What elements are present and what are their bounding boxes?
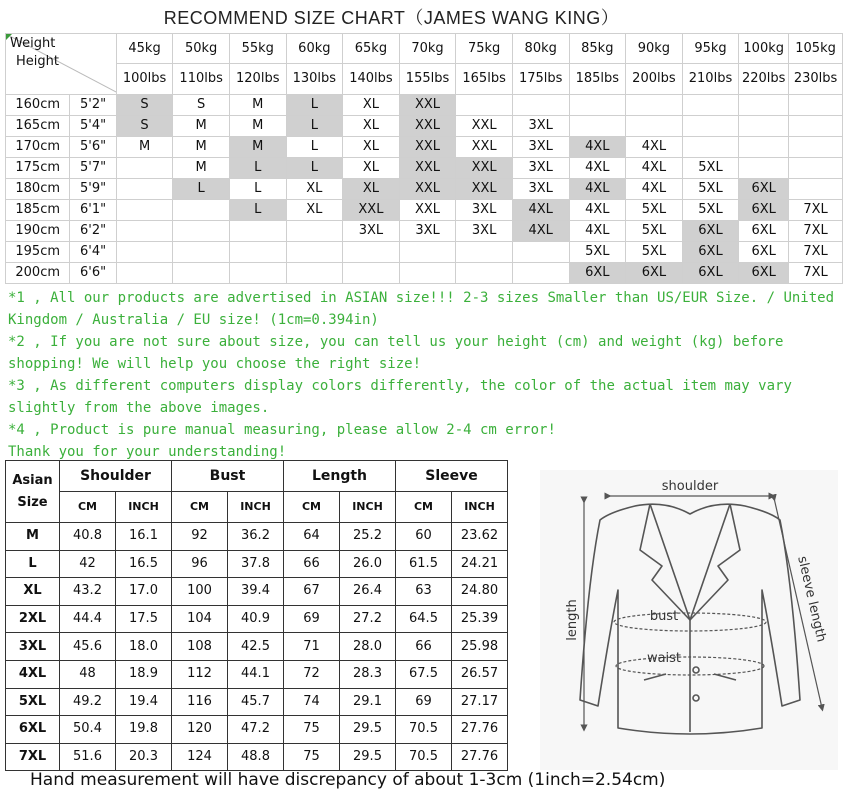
size-cell: 5XL [682, 179, 739, 200]
weight-kg-header: 55kg [229, 34, 286, 64]
size-cell: 4XL [569, 137, 626, 158]
measurement-value-cell: 40.8 [60, 523, 116, 551]
size-cell: 3XL [456, 200, 513, 221]
size-cell: 5XL [626, 242, 683, 263]
height-cm-cell: 175cm [6, 158, 70, 179]
size-cell: 3XL [456, 221, 513, 242]
size-cell: 4XL [626, 158, 683, 179]
jacket-diagram [540, 470, 838, 770]
measurement-value-cell: 74 [284, 688, 340, 716]
measurement-value-cell: 25.39 [452, 605, 508, 633]
size-cell: 6XL [739, 263, 789, 284]
size-cell [343, 242, 400, 263]
size-cell: 3XL [343, 221, 400, 242]
note-4: *4 , Product is pure manual measuring, please allow 2-4 cm error! [8, 422, 556, 438]
weight-lbs-header: 210lbs [682, 64, 739, 95]
size-cell: L [173, 179, 230, 200]
size-cell: 3XL [512, 116, 569, 137]
height-ft-cell: 6'6" [70, 263, 116, 284]
footer-note: Hand measurement will have discrepancy of about 1-3cm (1inch=2.54cm) [30, 770, 666, 790]
size-cell: 4XL [569, 200, 626, 221]
notes-section [8, 287, 838, 463]
size-cell [399, 263, 456, 284]
measurement-value-cell: 64 [284, 523, 340, 551]
measurement-value-cell: 49.2 [60, 688, 116, 716]
jacket-outline-icon [540, 470, 838, 770]
size-cell [512, 95, 569, 116]
size-cell [173, 200, 230, 221]
asian-size-label-line1: Asian [12, 472, 53, 488]
measurement-value-cell: 92 [172, 523, 228, 551]
height-ft-cell: 6'1" [70, 200, 116, 221]
size-cell: XXL [399, 200, 456, 221]
measurement-value-cell: 112 [172, 660, 228, 688]
asian-size-header [6, 461, 60, 523]
measurement-value-cell: 27.76 [452, 743, 508, 771]
size-cell [343, 263, 400, 284]
measurement-value-cell: 64.5 [396, 605, 452, 633]
size-cell: XXL [456, 179, 513, 200]
measurement-value-cell: 26.0 [340, 550, 396, 578]
size-cell: XL [343, 137, 400, 158]
height-cm-cell: 190cm [6, 221, 70, 242]
measurement-value-cell: 26.4 [340, 578, 396, 606]
measurement-value-cell: 44.1 [228, 660, 284, 688]
measurement-value-cell: 23.62 [452, 523, 508, 551]
size-cell: 6XL [682, 221, 739, 242]
note-2: *2 , If you are not sure about size, you can tell us your height (cm) and weight (kg) before shopping! We will help you choose the right size! [8, 334, 784, 372]
size-cell: XXL [399, 137, 456, 158]
size-cell: XL [343, 158, 400, 179]
size-cell: XL [286, 200, 343, 221]
measurement-row [6, 688, 508, 716]
size-cell [739, 95, 789, 116]
measurement-value-cell: 20.3 [116, 743, 172, 771]
weight-kg-header: 60kg [286, 34, 343, 64]
size-cell [456, 263, 513, 284]
size-chart-row [6, 137, 843, 158]
size-cell: 6XL [739, 200, 789, 221]
size-cell: M [173, 137, 230, 158]
asian-size-cell: 4XL [6, 660, 60, 688]
measurement-row [6, 550, 508, 578]
sleeve-cm-header: CM [396, 492, 452, 523]
size-cell: L [286, 158, 343, 179]
size-cell: 4XL [512, 200, 569, 221]
size-cell [682, 116, 739, 137]
size-cell [626, 116, 683, 137]
size-cell: 4XL [569, 179, 626, 200]
size-cell: L [229, 200, 286, 221]
weight-lbs-header: 130lbs [286, 64, 343, 95]
size-cell: M [229, 137, 286, 158]
height-ft-cell: 5'7" [70, 158, 116, 179]
size-cell [739, 158, 789, 179]
measurement-value-cell: 116 [172, 688, 228, 716]
size-cell [512, 263, 569, 284]
measurement-value-cell: 24.21 [452, 550, 508, 578]
measurement-value-cell: 50.4 [60, 716, 116, 744]
height-cm-cell: 160cm [6, 95, 70, 116]
shoulder-label: shoulder [661, 479, 719, 494]
size-cell: 4XL [569, 221, 626, 242]
size-cell: L [286, 137, 343, 158]
size-cell: XL [343, 116, 400, 137]
asian-size-cell: L [6, 550, 60, 578]
size-cell: M [229, 95, 286, 116]
measurement-row [6, 633, 508, 661]
measurement-value-cell: 17.5 [116, 605, 172, 633]
bust-inch-header: INCH [228, 492, 284, 523]
sleeve-inch-header: INCH [452, 492, 508, 523]
measurement-value-cell: 24.80 [452, 578, 508, 606]
size-chart-row [6, 263, 843, 284]
size-cell: XXL [399, 95, 456, 116]
measurement-value-cell: 124 [172, 743, 228, 771]
measurement-value-cell: 45.7 [228, 688, 284, 716]
measurement-value-cell: 17.0 [116, 578, 172, 606]
measurement-value-cell: 29.5 [340, 743, 396, 771]
size-cell: 7XL [789, 242, 843, 263]
size-cell [229, 221, 286, 242]
measurement-row [6, 523, 508, 551]
size-cell: XXL [399, 158, 456, 179]
bust-label: bust [649, 609, 679, 624]
size-cell: XXL [456, 137, 513, 158]
height-ft-cell: 5'2" [70, 95, 116, 116]
weight-kg-header: 75kg [456, 34, 513, 64]
measurement-unit-header [6, 492, 508, 523]
size-cell: 7XL [789, 221, 843, 242]
measurement-value-cell: 75 [284, 716, 340, 744]
asian-size-cell: 7XL [6, 743, 60, 771]
height-cm-cell: 180cm [6, 179, 70, 200]
size-cell: XXL [456, 158, 513, 179]
weight-lbs-header: 175lbs [512, 64, 569, 95]
weight-kg-header: 90kg [626, 34, 683, 64]
measurement-value-cell: 66 [396, 633, 452, 661]
weight-lbs-header: 120lbs [229, 64, 286, 95]
length-header: Length [284, 461, 396, 492]
weight-lbs-header: 220lbs [739, 64, 789, 95]
height-cm-cell: 165cm [6, 116, 70, 137]
size-cell [116, 242, 173, 263]
size-cell [286, 242, 343, 263]
size-cell: L [286, 95, 343, 116]
height-cm-cell: 200cm [6, 263, 70, 284]
asian-size-cell: 3XL [6, 633, 60, 661]
measurement-value-cell: 100 [172, 578, 228, 606]
size-cell: 6XL [739, 221, 789, 242]
weight-kg-header: 65kg [343, 34, 400, 64]
length-label: length [565, 599, 580, 641]
measurement-value-cell: 69 [396, 688, 452, 716]
asian-size-cell: M [6, 523, 60, 551]
height-cm-cell: 195cm [6, 242, 70, 263]
length-cm-header: CM [284, 492, 340, 523]
size-cell [286, 263, 343, 284]
height-cm-cell: 185cm [6, 200, 70, 221]
measurement-value-cell: 29.1 [340, 688, 396, 716]
height-ft-cell: 5'6" [70, 137, 116, 158]
weight-kg-header: 70kg [399, 34, 456, 64]
size-cell: 6XL [739, 242, 789, 263]
size-cell [399, 242, 456, 263]
weight-kg-header: 80kg [512, 34, 569, 64]
measurement-value-cell: 27.76 [452, 716, 508, 744]
measurement-value-cell: 61.5 [396, 550, 452, 578]
size-cell: M [116, 137, 173, 158]
size-cell [789, 95, 843, 116]
measurement-value-cell: 19.8 [116, 716, 172, 744]
weight-lbs-header: 100lbs [116, 64, 173, 95]
size-cell [116, 263, 173, 284]
measurement-value-cell: 37.8 [228, 550, 284, 578]
size-cell [173, 263, 230, 284]
size-cell: 4XL [626, 179, 683, 200]
size-cell: 4XL [569, 158, 626, 179]
height-ft-cell: 6'4" [70, 242, 116, 263]
measurement-row [6, 578, 508, 606]
size-cell [789, 137, 843, 158]
size-cell [682, 137, 739, 158]
weight-label: Weight [10, 36, 56, 51]
measurement-value-cell: 25.2 [340, 523, 396, 551]
size-cell: XXL [399, 179, 456, 200]
height-ft-cell: 5'4" [70, 116, 116, 137]
size-cell [789, 158, 843, 179]
measurement-value-cell: 44.4 [60, 605, 116, 633]
size-chart-row [6, 179, 843, 200]
measurement-value-cell: 40.9 [228, 605, 284, 633]
waist-label: waist [646, 651, 682, 666]
size-cell: 6XL [682, 242, 739, 263]
size-cell [116, 179, 173, 200]
measurement-value-cell: 42 [60, 550, 116, 578]
asian-size-cell: XL [6, 578, 60, 606]
height-cm-cell: 170cm [6, 137, 70, 158]
size-cell: L [229, 179, 286, 200]
height-ft-cell: 6'2" [70, 221, 116, 242]
size-cell [229, 263, 286, 284]
size-cell: L [229, 158, 286, 179]
size-chart-row [6, 95, 843, 116]
sleeve-length-label: sleeve length [794, 554, 829, 644]
measurement-value-cell: 36.2 [228, 523, 284, 551]
weight-kg-header: 100kg [739, 34, 789, 64]
size-cell: 5XL [626, 200, 683, 221]
bust-header: Bust [172, 461, 284, 492]
measurement-value-cell: 27.17 [452, 688, 508, 716]
size-cell: 5XL [682, 200, 739, 221]
weight-lbs-header: 110lbs [173, 64, 230, 95]
size-cell [789, 116, 843, 137]
measurement-value-cell: 63 [396, 578, 452, 606]
measurement-table [5, 460, 508, 771]
measurement-value-cell: 42.5 [228, 633, 284, 661]
size-cell [626, 95, 683, 116]
size-cell [286, 221, 343, 242]
measurement-value-cell: 28.0 [340, 633, 396, 661]
size-cell [173, 221, 230, 242]
measurement-value-cell: 69 [284, 605, 340, 633]
measurement-value-cell: 16.1 [116, 523, 172, 551]
weight-lbs-header: 185lbs [569, 64, 626, 95]
measurement-value-cell: 27.2 [340, 605, 396, 633]
weight-lbs-header: 165lbs [456, 64, 513, 95]
size-chart-row [6, 200, 843, 221]
size-chart-row [6, 116, 843, 137]
bust-cm-header: CM [172, 492, 228, 523]
size-cell: XL [286, 179, 343, 200]
weight-kg-row [6, 34, 843, 64]
size-cell [569, 95, 626, 116]
size-cell: XXL [456, 116, 513, 137]
size-cell: M [173, 116, 230, 137]
size-cell: 6XL [626, 263, 683, 284]
size-cell: 5XL [626, 221, 683, 242]
measurement-value-cell: 16.5 [116, 550, 172, 578]
size-cell [116, 200, 173, 221]
asian-size-cell: 5XL [6, 688, 60, 716]
size-cell: 3XL [399, 221, 456, 242]
weight-kg-header: 85kg [569, 34, 626, 64]
size-cell: 5XL [682, 158, 739, 179]
size-cell: M [173, 158, 230, 179]
size-cell: 4XL [626, 137, 683, 158]
size-cell [456, 95, 513, 116]
shoulder-cm-header: CM [60, 492, 116, 523]
shoulder-inch-header: INCH [116, 492, 172, 523]
measurement-value-cell: 51.6 [60, 743, 116, 771]
weight-lbs-row [6, 64, 843, 95]
measurement-value-cell: 104 [172, 605, 228, 633]
asian-size-cell: 2XL [6, 605, 60, 633]
measurement-value-cell: 45.6 [60, 633, 116, 661]
size-cell [739, 137, 789, 158]
measurement-value-cell: 120 [172, 716, 228, 744]
measurement-row [6, 605, 508, 633]
size-cell: 3XL [512, 179, 569, 200]
weight-kg-header: 105kg [789, 34, 843, 64]
measurement-value-cell: 19.4 [116, 688, 172, 716]
size-cell [739, 116, 789, 137]
size-cell: 3XL [512, 158, 569, 179]
measurement-value-cell: 29.5 [340, 716, 396, 744]
size-cell: 5XL [569, 242, 626, 263]
size-cell [229, 242, 286, 263]
weight-kg-header: 95kg [682, 34, 739, 64]
measurement-group-header [6, 461, 508, 492]
size-chart-row [6, 221, 843, 242]
size-cell: M [229, 116, 286, 137]
weight-lbs-header: 155lbs [399, 64, 456, 95]
size-cell: 6XL [682, 263, 739, 284]
size-cell: XL [343, 179, 400, 200]
size-cell: 6XL [739, 179, 789, 200]
note-thanks: Thank you for your understanding! [8, 444, 287, 460]
size-cell: XXL [399, 116, 456, 137]
size-cell [456, 242, 513, 263]
size-cell: XXL [343, 200, 400, 221]
size-cell: 3XL [512, 137, 569, 158]
size-cell [173, 242, 230, 263]
note-3: *3 , As different computers display colors differently, the color of the actual item may vary slightly from the above images. [8, 378, 792, 416]
measurement-value-cell: 72 [284, 660, 340, 688]
shoulder-header: Shoulder [60, 461, 172, 492]
size-cell [116, 221, 173, 242]
asian-size-label-line2: Size [17, 494, 48, 510]
measurement-value-cell: 96 [172, 550, 228, 578]
weight-kg-header: 50kg [173, 34, 230, 64]
measurement-value-cell: 18.0 [116, 633, 172, 661]
measurement-value-cell: 60 [396, 523, 452, 551]
size-cell: 6XL [569, 263, 626, 284]
sleeve-header: Sleeve [396, 461, 508, 492]
weight-kg-header: 45kg [116, 34, 173, 64]
measurement-value-cell: 39.4 [228, 578, 284, 606]
measurement-value-cell: 28.3 [340, 660, 396, 688]
measurement-value-cell: 43.2 [60, 578, 116, 606]
size-cell [512, 242, 569, 263]
measurement-row [6, 660, 508, 688]
measurement-value-cell: 48 [60, 660, 116, 688]
size-cell [569, 116, 626, 137]
measurement-row [6, 716, 508, 744]
measurement-value-cell: 25.98 [452, 633, 508, 661]
asian-size-cell: 6XL [6, 716, 60, 744]
size-cell [116, 158, 173, 179]
measurement-value-cell: 48.8 [228, 743, 284, 771]
measurement-value-cell: 66 [284, 550, 340, 578]
size-chart-row [6, 158, 843, 179]
size-cell [789, 179, 843, 200]
size-cell: XL [343, 95, 400, 116]
size-cell: S [116, 95, 173, 116]
measurement-row [6, 743, 508, 771]
size-cell: S [116, 116, 173, 137]
height-label: Height [16, 54, 59, 69]
weight-lbs-header: 200lbs [626, 64, 683, 95]
size-cell [682, 95, 739, 116]
size-cell: L [286, 116, 343, 137]
weight-lbs-header: 230lbs [789, 64, 843, 95]
measurement-value-cell: 67 [284, 578, 340, 606]
measurement-value-cell: 70.5 [396, 743, 452, 771]
size-chart-row [6, 242, 843, 263]
chart-title: RECOMMEND SIZE CHART（JAMES WANG KING） [163, 8, 620, 28]
weight-lbs-header: 140lbs [343, 64, 400, 95]
length-inch-header: INCH [340, 492, 396, 523]
measurement-value-cell: 108 [172, 633, 228, 661]
size-cell: 7XL [789, 200, 843, 221]
height-ft-cell: 5'9" [70, 179, 116, 200]
size-cell: 7XL [789, 263, 843, 284]
measurement-value-cell: 26.57 [452, 660, 508, 688]
note-1: *1 , All our products are advertised in ASIAN size!!! 2-3 sizes Smaller than US/EUR Size. / United Kingdom / Australia / EU size! (1cm=0.394in) [8, 290, 835, 328]
measurement-value-cell: 18.9 [116, 660, 172, 688]
measurement-value-cell: 47.2 [228, 716, 284, 744]
size-cell: 4XL [512, 221, 569, 242]
size-chart-table [5, 33, 843, 284]
weight-height-corner [6, 34, 117, 95]
size-cell: S [173, 95, 230, 116]
measurement-value-cell: 75 [284, 743, 340, 771]
measurement-value-cell: 70.5 [396, 716, 452, 744]
measurement-value-cell: 67.5 [396, 660, 452, 688]
measurement-value-cell: 71 [284, 633, 340, 661]
